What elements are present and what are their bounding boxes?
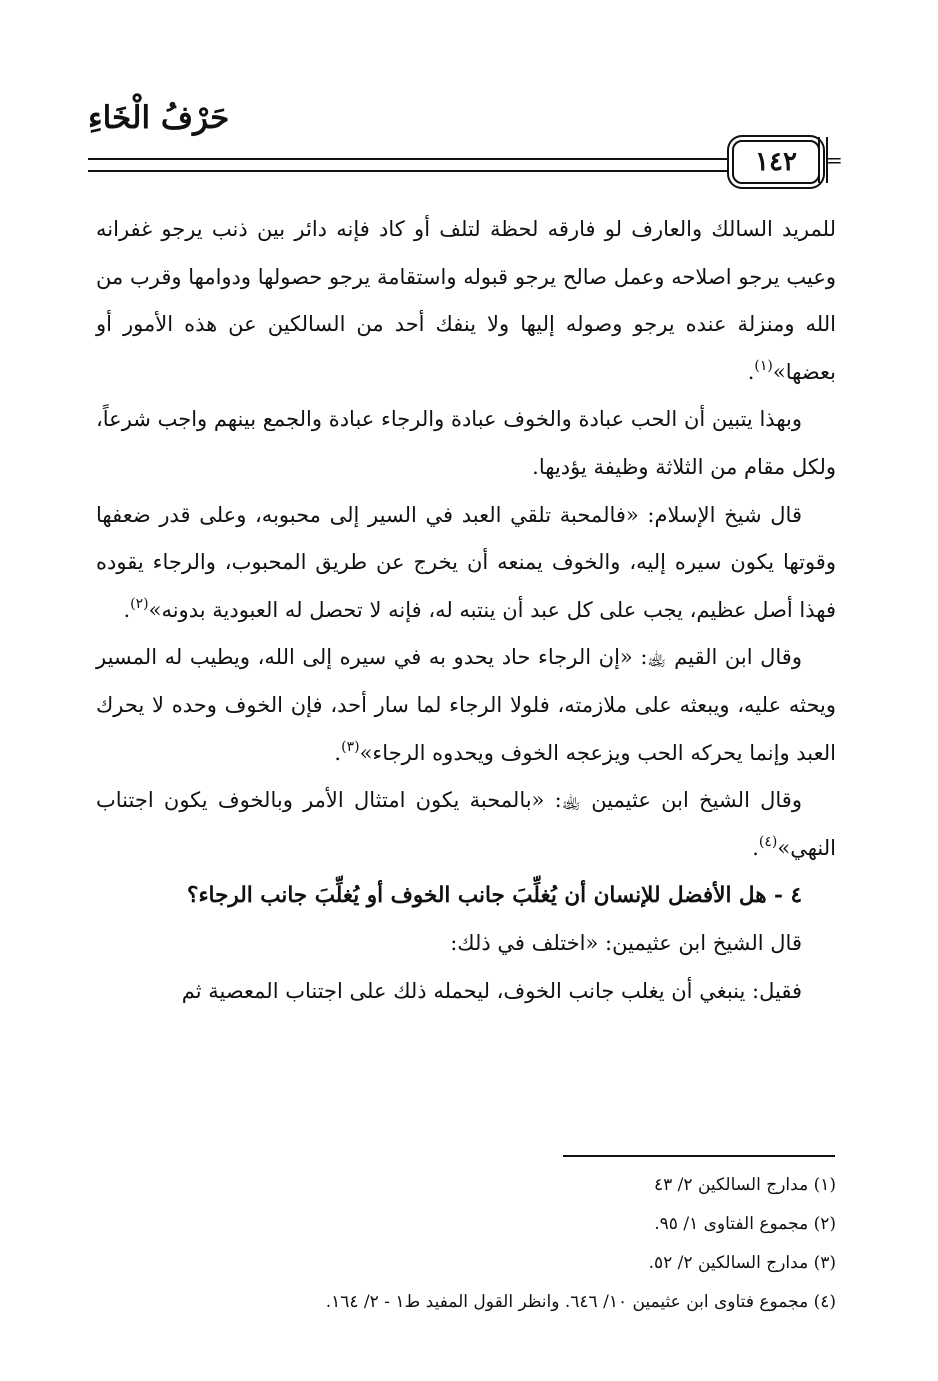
- paragraph-5: وقال الشيخ ابن عثيمين ﵀: «بالمحبة يكون امتثال الأمر وبالخوف يكون اجتناب النهي»$^{(٤)}$.: [96, 788, 836, 860]
- page-number: ١٤٢: [732, 140, 820, 184]
- footnote-4: (٤) مجموع فتاوى ابن عثيمين ١٠/ ٦٤٦. وانظر القول المفيد ط١ - ٢/ ١٦٤.: [325, 1292, 836, 1312]
- footnote-separator: [563, 1155, 835, 1157]
- footnote-ref-2[interactable]: (٢): [130, 595, 149, 612]
- paragraph-3: قال شيخ الإسلام: «فالمحبة تلقي العبد في السير إلى محبوبه، وعلى قدر ضعفها وقوتها يكون سيره إليه، والخوف يمنعه أن يخرج عن طريق المحبوب، والرجاء يقوده فهذا أصل عظيم، يجب على كل عبد أن ينتبه له، فإنه لا تحصل له العبودية بدونه»$^{(٢)}$.: [96, 502, 836, 622]
- main-text: [96, 206, 836, 1015]
- section-heading: ٤ - هل الأفضل للإنسان أن يُغلِّبَ جانب الخوف أو يُغلِّبَ جانب الرجاء؟: [187, 883, 802, 909]
- paragraph-4: وقال ابن القيم ﵀: «إن الرجاء حاد يحدو به في سيره إلى الله، ويطيب له المسير ويحثه عليه، ويبعثه على ملازمته، فلولا الرجاء لما سار أحد، فإن الخوف وحده لا يحرك العبد وإنما يحركه الحب ويزعجه الخوف ويحدوه الرجاء»$^{(٣)}$.: [96, 645, 836, 765]
- footnote-ref-1[interactable]: (١): [754, 357, 773, 374]
- header-ornament-mark: =: [826, 148, 843, 172]
- paragraph-7: فقيل: ينبغي أن يغلب جانب الخوف، ليحمله ذلك على اجتناب المعصية ثم: [181, 978, 802, 1003]
- paragraph-2: وبهذا يتبين أن الحب عبادة والخوف عبادة والرجاء عبادة والجمع بينهم واجب شرعاً، ولكل مقام من الثلاثة وظيفة يؤديها.: [96, 407, 836, 479]
- paragraph-1: للمريد السالك والعارف لو فارقه لحظة لتلف أو كاد فإنه دائر بين ذنب يرجو غفرانه وعيب يرجو اصلاحه وعمل صالح يرجو قبوله واستقامة يرجو حصولها ودوامها وقرب من الله ومنزلة عنده يرجو وصوله إليها ولا ينفك أحد من السالكين عن هذه الأمور أو بعضها»$^{(١)}$.: [96, 217, 836, 384]
- header-rule: [88, 158, 728, 160]
- footnote-ref-3[interactable]: (٣): [341, 738, 360, 755]
- footnote-1: (١) مدارج السالكين ٢/ ٤٣: [654, 1175, 836, 1195]
- chapter-title: حَرْفُ الْخَاءِ: [88, 100, 230, 136]
- footnote-ref-4[interactable]: (٤): [758, 833, 778, 850]
- footnote-2: (٢) مجموع الفتاوى ١/ ٩٥.: [654, 1214, 836, 1234]
- footnotes: [200, 1166, 836, 1322]
- header-rule-second: [88, 170, 728, 172]
- footnote-3: (٣) مدارج السالكين ٢/ ٥٢.: [648, 1253, 836, 1273]
- paragraph-6: قال الشيخ ابن عثيمين: «اختلف في ذلك:: [450, 930, 802, 955]
